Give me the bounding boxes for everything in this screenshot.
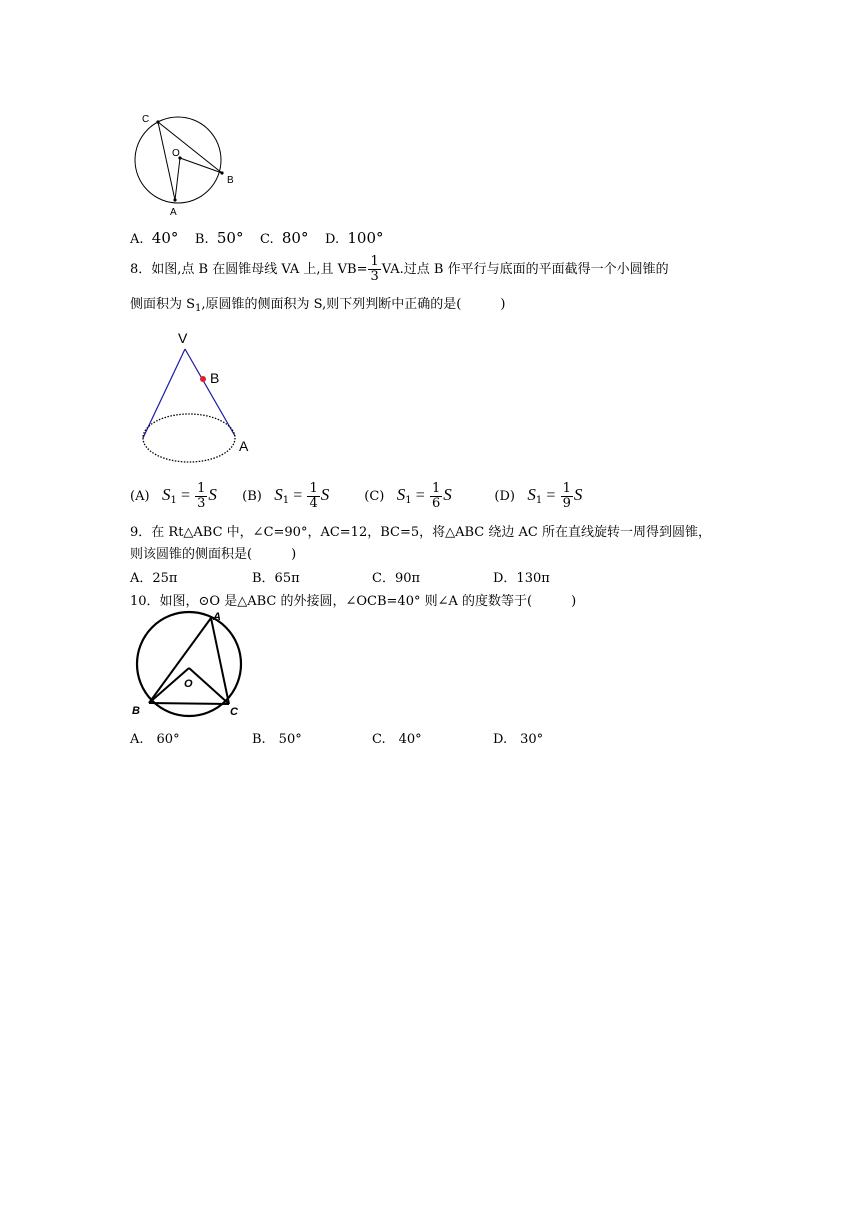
q8-option-d-letter: (D) (494, 489, 515, 504)
q8-option-b-lhs: S (274, 485, 283, 504)
q8-frac-den: 3 (370, 269, 379, 284)
q10-option-c: C. 40° (372, 732, 422, 747)
q8-option-d: (D) $S_1$ = $\frac{1}{9}$ S (494, 481, 583, 511)
q7-option-b-letter: B. (194, 232, 209, 247)
q10-label-c: C (230, 706, 238, 718)
q8-option-a-den: 3 (197, 496, 206, 511)
q7-label-o: O (172, 148, 180, 159)
q8-stem-line2-post: ,原圆锥的侧面积为 S,则下列判断中正确的是( ) (201, 297, 506, 312)
q10-circumcircle-figure (128, 608, 256, 720)
q8-option-c-letter: (C) (364, 489, 385, 504)
q8-stem-line1 (130, 255, 669, 284)
q8-option-b-den: 4 (309, 496, 318, 511)
q8-options (130, 482, 582, 511)
q8-option-d-fraction (561, 482, 573, 511)
q7-option-a-letter: A. (130, 232, 144, 247)
q7-label-b: B (227, 175, 234, 186)
q7-option-d-letter: D. (325, 232, 340, 247)
q8-option-c-rhs: S (443, 485, 452, 504)
q8-option-c-num: 1 (431, 481, 441, 496)
q7-option-d-value: 100° (347, 229, 384, 247)
q8-option-c-fraction (430, 482, 442, 511)
q7-option-c-value: 80° (281, 229, 309, 247)
q8-stem-line2-sub: 1 (195, 303, 202, 314)
q8-option-a-rhs: S (208, 485, 217, 504)
q10-label-o: O (184, 678, 193, 690)
q8-option-b-letter: (B) (242, 489, 262, 504)
q8-stem-post: VA.过点 B 作平行与底面的平面截得一个小圆锥的 (381, 262, 669, 277)
q8-option-c-sub: 1 (405, 495, 412, 506)
q8-option-d-sub: 1 (535, 495, 543, 506)
q8-option-d-rhs: S (573, 485, 583, 504)
q9-stem-line1: 9．在 Rt△ABC 中，∠C=90°，AC=12，BC=5，将△ABC 绕边 AC 所在直线旋转一周得到圆锥， (130, 525, 711, 540)
q8-option-b-sub: 1 (282, 495, 290, 506)
q7-circle-figure (128, 108, 248, 220)
q8-option-b-fraction (307, 482, 319, 511)
q7-label-a: A (170, 207, 177, 218)
q10-option-d: D. 30° (493, 732, 544, 747)
q8-stem-line2-text: 侧面积为 S (130, 297, 196, 312)
q7-label-c: C (142, 114, 150, 125)
q9-stem-line2: 则该圆锥的侧面积是( ) (130, 547, 297, 562)
q8-option-c-den: 6 (431, 496, 441, 511)
q8-option-b-rhs: S (320, 485, 330, 504)
q8-label-a: A (239, 438, 249, 454)
q8-option-b: (B) $S_1$ = $\frac{1}{4}$ S (242, 481, 330, 511)
q8-option-a-lhs: S (161, 485, 171, 504)
q7-options (130, 229, 384, 249)
q9-option-b: B．65π (252, 571, 300, 586)
q8-option-a-sub: 1 (170, 495, 177, 506)
q8-option-a-num: 1 (197, 481, 206, 496)
q7-option-c-letter: C. (260, 232, 274, 247)
q8-option-c: (C) $S_1$ = $\frac{1}{6}$ S (364, 481, 452, 511)
q9-option-c: C．90π (372, 571, 421, 586)
q8-label-b: B (210, 370, 220, 386)
q8-label-v: V (178, 330, 188, 346)
q8-option-b-num: 1 (309, 481, 318, 496)
q8-cone-figure (135, 327, 265, 467)
q8-option-c-lhs: S (396, 485, 406, 504)
q10-option-a: A. 60° (130, 732, 180, 747)
q10-label-a: A (213, 611, 221, 623)
q7-option-a-value: 40° (151, 229, 179, 247)
q8-option-a: (A) $S_1$ = $\frac{1}{3}$ S (130, 481, 217, 511)
q8-option-d-lhs: S (527, 485, 536, 504)
q10-label-b: B (132, 705, 140, 717)
q8-stem-line2 (130, 296, 505, 318)
q9-option-d: D．130π (493, 571, 550, 586)
q8-option-a-letter: (A) (130, 489, 150, 504)
q8-stem-pre: 8．如图,点 B 在圆锥母线 VA 上,且 VB= (130, 262, 368, 277)
q8-option-a-fraction (195, 482, 207, 511)
q8-option-d-den: 9 (562, 496, 571, 511)
q7-option-b-value: 50° (216, 229, 244, 247)
q8-stem-fraction (368, 255, 380, 284)
q9-option-a: A．25π (130, 571, 178, 586)
q10-option-b: B. 50° (252, 732, 302, 747)
q8-frac-num: 1 (370, 254, 379, 269)
q10-stem: 10．如图，⊙O 是△ABC 的外接圆，∠OCB=40° 则∠A 的度数等于( ) (130, 594, 577, 609)
q8-option-d-num: 1 (562, 481, 571, 496)
